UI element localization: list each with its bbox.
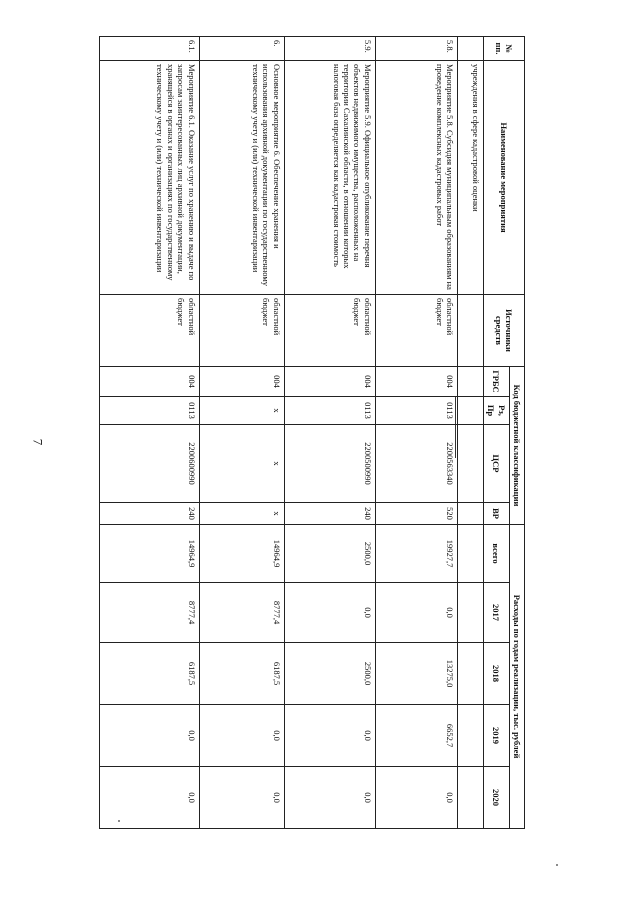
cell-csr: х xyxy=(199,425,284,503)
table-row xyxy=(284,37,375,829)
cell-csr: 2200600990 xyxy=(100,425,200,503)
cell-csr xyxy=(458,425,484,503)
cell-2018: 6187,5 xyxy=(199,643,284,705)
cell-2020: 0,0 xyxy=(284,767,375,829)
cell-name: учреждения в сфере кадастровой оценки xyxy=(458,61,484,295)
cell-2018: 6187,5 xyxy=(100,643,200,705)
cell-name: Мероприятие 5.9. Официальное опубликование перечня объектов недвижимого имущества, расположенных на территории Сахалинской области, в отношении которых налоговая база определяется как кадастровая стоимость xyxy=(284,61,375,295)
header-2018: 2018 xyxy=(483,643,509,705)
cell-2020: 0,0 xyxy=(199,767,284,829)
cell-2019: 0,0 xyxy=(100,705,200,767)
cell-rzpr: 0113 xyxy=(284,397,375,425)
cell-source: областной бюджет xyxy=(100,295,200,367)
cell-grbs: 004 xyxy=(375,367,457,397)
cell-csr: 2200563340 xyxy=(375,425,457,503)
cell-2017: 8777,4 xyxy=(100,583,200,643)
cell-source: областной бюджет xyxy=(375,295,457,367)
cell-vr xyxy=(458,503,484,525)
cell-2018: 2500,0 xyxy=(284,643,375,705)
cell-num: 6. xyxy=(199,37,284,61)
cell-name: Основное мероприятие 6. Обеспечение хранения и использования архивной документации по государственному техническому учету и (или) технической инвентаризации xyxy=(199,61,284,295)
cell-2020: 0,0 xyxy=(375,767,457,829)
cell-name: Мероприятие 5.8. Субсидия муниципальным образованиям на проведение комплексных кадастровых работ xyxy=(375,61,457,295)
cell-2017 xyxy=(458,583,484,643)
header-code-group: Код бюджетной классификации xyxy=(509,367,524,525)
cell-2019 xyxy=(458,705,484,767)
header-rzpr: Рз, Пр xyxy=(483,397,509,425)
header-2019: 2019 xyxy=(483,705,509,767)
cell-2019: 6652,7 xyxy=(375,705,457,767)
cell-source xyxy=(458,295,484,367)
cell-2019: 0,0 xyxy=(199,705,284,767)
header-csr: ЦСР xyxy=(483,425,509,503)
cell-total: 14964,9 xyxy=(199,525,284,583)
cell-rzpr: х xyxy=(199,397,284,425)
table-row xyxy=(100,37,200,829)
cell-source: областной бюджет xyxy=(284,295,375,367)
header-row-1 xyxy=(509,37,524,829)
header-name: Наименование мероприятия xyxy=(483,61,524,295)
cell-num xyxy=(458,37,484,61)
cell-grbs: 004 xyxy=(284,367,375,397)
cell-rzpr: 0113 xyxy=(375,397,457,425)
cell-csr: 2200500990 xyxy=(284,425,375,503)
cell-total: 2500,0 xyxy=(284,525,375,583)
cell-vr: 520 xyxy=(375,503,457,525)
cell-source: областной бюджет xyxy=(199,295,284,367)
header-2017: 2017 xyxy=(483,583,509,643)
cell-rzpr xyxy=(458,397,484,425)
cell-2020: 0,0 xyxy=(100,767,200,829)
cell-grbs: 004 xyxy=(100,367,200,397)
cell-2017: 0,0 xyxy=(284,583,375,643)
header-source: Источники средств xyxy=(483,295,524,367)
cell-2018: 13275,0 xyxy=(375,643,457,705)
table-row xyxy=(199,37,284,829)
cell-2019: 0,0 xyxy=(284,705,375,767)
cell-vr: 240 xyxy=(100,503,200,525)
cell-vr: 240 xyxy=(284,503,375,525)
table-row xyxy=(375,37,457,829)
cell-2017: 0,0 xyxy=(375,583,457,643)
table-row xyxy=(458,37,484,829)
cell-rzpr: 0113 xyxy=(100,397,200,425)
cell-name: Мероприятие 6.1. Оказание услуг по хранению и выдаче по запросам заинтересованных лиц архивной документации, хранящейся в органах и организациях по государственному техническому учету и (или) технической инвентаризации xyxy=(100,61,200,295)
header-grbs: ГРБС xyxy=(483,367,509,397)
header-expenses-group: Расходы по годам реализации, тыс. рублей xyxy=(509,525,524,829)
cell-vr: х xyxy=(199,503,284,525)
scan-speck xyxy=(556,864,558,866)
cell-num: 5.9. xyxy=(284,37,375,61)
cell-total: 14964,9 xyxy=(100,525,200,583)
cell-num: 5.8. xyxy=(375,37,457,61)
header-num: № пп. xyxy=(483,37,524,61)
cell-num: 6.1. xyxy=(100,37,200,61)
expenses-table xyxy=(99,36,525,829)
header-2020: 2020 xyxy=(483,767,509,829)
cell-total xyxy=(458,525,484,583)
header-vr: ВР xyxy=(483,503,509,525)
rotated-table-container xyxy=(99,36,525,828)
cell-grbs xyxy=(458,367,484,397)
cell-total: 19927,7 xyxy=(375,525,457,583)
cell-2020 xyxy=(458,767,484,829)
cell-2018 xyxy=(458,643,484,705)
cell-2017: 8777,4 xyxy=(199,583,284,643)
cell-grbs: 004 xyxy=(199,367,284,397)
header-total: всего xyxy=(483,525,509,583)
page-number: 7 xyxy=(30,438,46,446)
